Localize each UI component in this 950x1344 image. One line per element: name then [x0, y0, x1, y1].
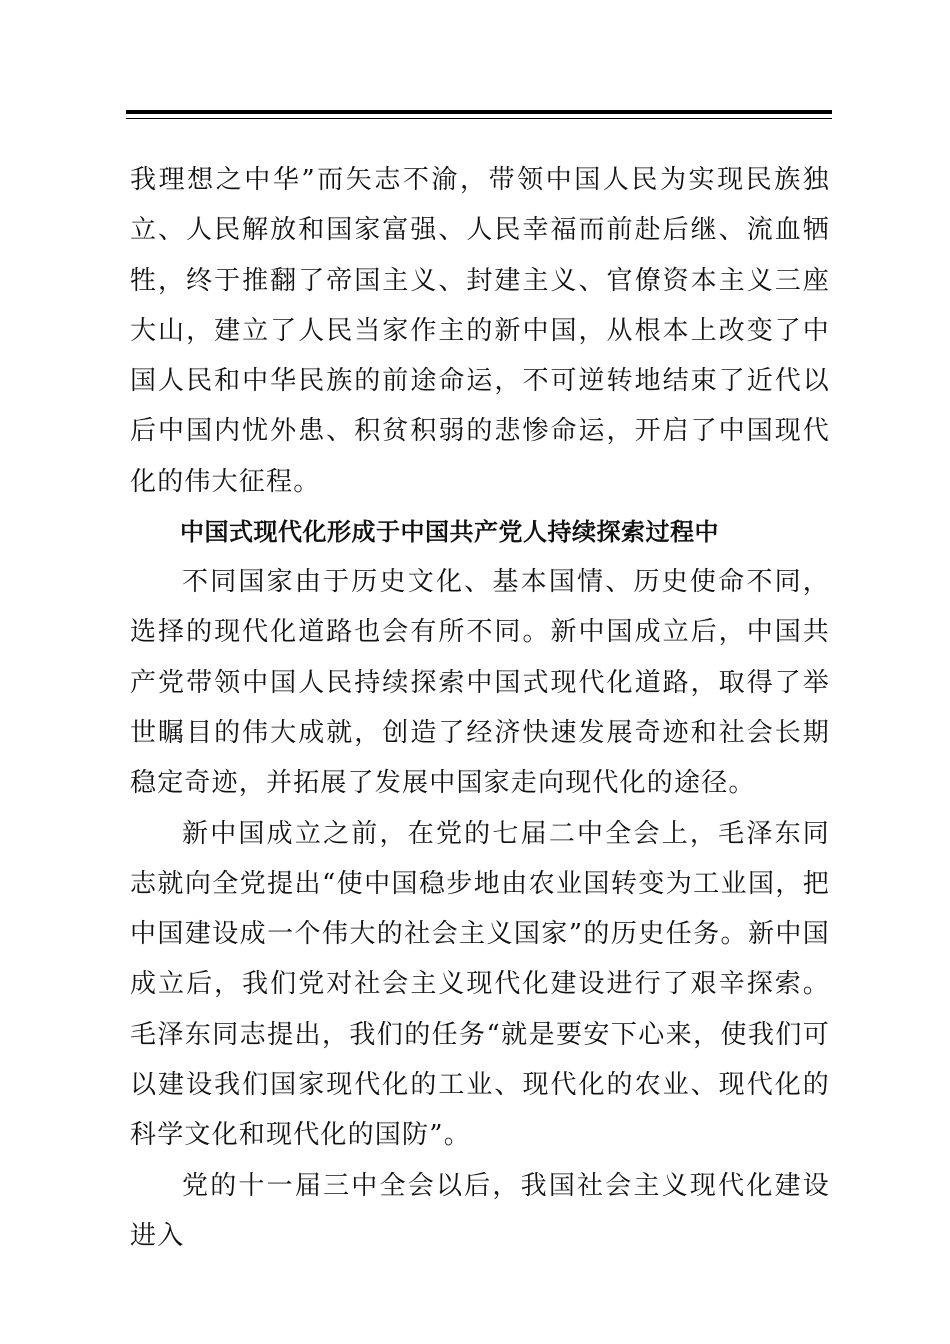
header-rule-thick — [126, 110, 832, 114]
paragraph: 新中国成立之前，在党的七届二中全会上，毛泽东同志就向全党提出“使中国稳步地由农业国转变为工业国，把中国建设成一个伟大的社会主义国家”的历史任务。新中国成立后，我们党对社会主义现代化建设进行了艰辛探索。毛泽东同志提出，我们的任务“就是要安下心来，使我们可以建设我们国家现代化的工业、现代化的农业、现代化的科学文化和现代化的国防”。 — [130, 818, 830, 1151]
section-heading: 中国式现代化形成于中国共产党人持续探索过程中 — [180, 518, 719, 547]
paragraph: 不同国家由于历史文化、基本国情、历史使命不同，选择的现代化道路也会有所不同。新中国成立后，中国共产党带领中国人民持续探索中国式现代化道路，取得了举世瞩目的伟大成就，创造了经济快速发展奇迹和社会长期稳定奇迹，并拓展了发展中国家走向现代化的途径。 — [130, 567, 830, 799]
paragraph: 党的十一届三中全会以后，我国社会主义现代化建设进入 — [130, 1170, 830, 1251]
paragraph-continued: 我理想之中华”而矢志不渝，带领中国人民为实现民族独立、人民解放和国家富强、人民幸福而前赴后继、流血牺牲，终于推翻了帝国主义、封建主义、官僚资本主义三座大山，建立了人民当家作主的新中国，从根本上改变了中国人民和中华民族的前途命运，不可逆转地结束了近代以后中国内忧外患、积贫积弱的悲惨命运，开启了中国现代化的伟大征程。 — [130, 165, 830, 497]
header-rule-thin — [126, 118, 832, 119]
document-body — [130, 155, 830, 1261]
